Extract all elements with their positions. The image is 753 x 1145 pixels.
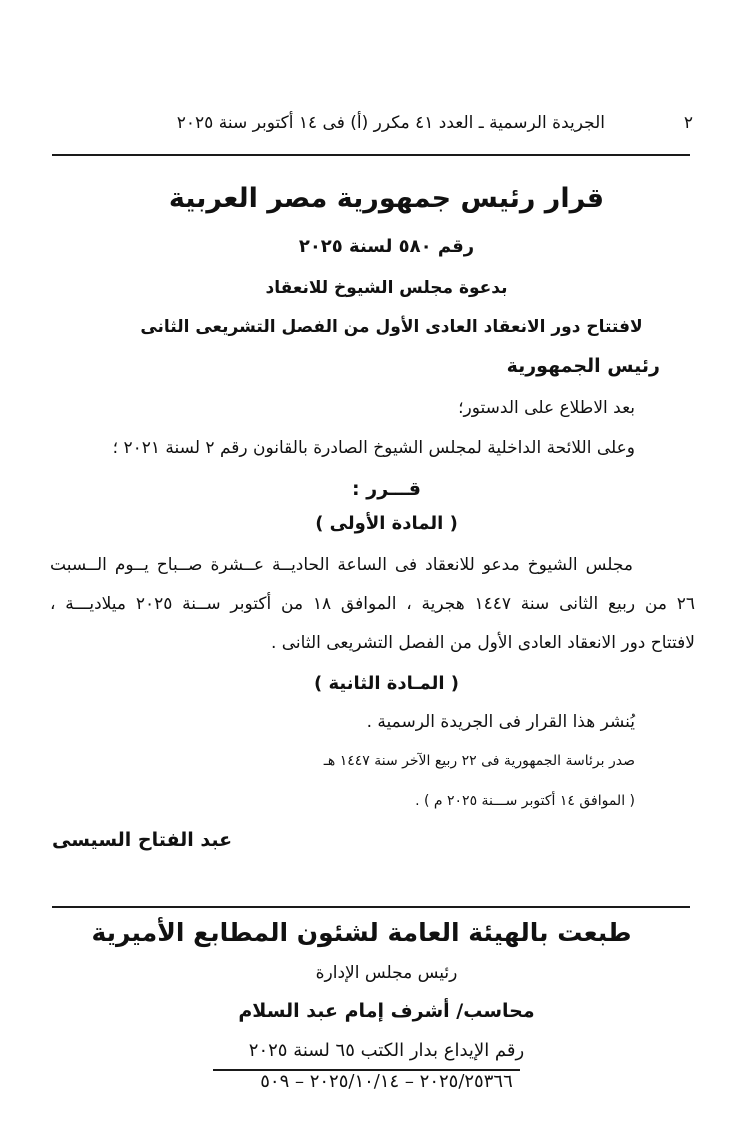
article-1-line: لافتتاح دور الانعقاد العادى الأول من الفصل التشريعى الثانى .: [270, 633, 695, 653]
deposit-number: رقم الإيداع بدار الكتب ٦٥ لسنة ٢٠٢٥: [248, 1040, 525, 1061]
article-1-heading: ( المادة الأولى ): [315, 513, 458, 534]
article-2-heading: ( المـادة الثانية ): [313, 673, 460, 694]
decree-subject-2: لافتتاح دور الانعقاد العادى الأول من الفصل التشريعى الثانى: [140, 317, 643, 337]
article-1-line: مجلس الشيوخ مدعو للانعقاد فى الساعة الحاديــة عــشرة صــباح يــوم الــسبت: [50, 555, 633, 575]
print-code: ٢٠٢٥/٢٥٣٦٦ – ٢٠٢٥/١٠/١٤ – ٥٠٩: [260, 1071, 513, 1092]
board-chair-label: رئيس مجلس الإدارة: [315, 963, 458, 983]
issuer-heading: رئيس الجمهورية: [506, 355, 660, 377]
printer-name: طبعت بالهيئة العامة لشئون المطابع الأميرية: [91, 918, 632, 947]
article-1-line: ٢٦ من ربيع الثانى سنة ١٤٤٧ هجرية ، الموافق ١٨ من أكتوبر ســنة ٢٠٢٥ ميلاديـــة ،: [50, 594, 696, 614]
signature: عبد الفتاح السيسى: [52, 829, 233, 851]
running-header: الجريدة الرسمية ـ العدد ٤١ مكرر (أ) فى ١٤ أكتوبر سنة ٢٠٢٥: [176, 113, 605, 133]
preamble-line: بعد الاطلاع على الدستور؛: [458, 398, 635, 418]
preamble-line: وعلى اللائحة الداخلية لمجلس الشيوخ الصادرة بالقانون رقم ٢ لسنة ٢٠٢١ ؛: [112, 438, 635, 458]
decree-subject-1: بدعوة مجلس الشيوخ للانعقاد: [265, 278, 508, 298]
article-2-line: يُنشر هذا القرار فى الجريدة الرسمية .: [366, 712, 635, 732]
issued-line-2: ( الموافق ١٤ أكتوبر ســـنة ٢٠٢٥ م ) .: [415, 793, 635, 809]
footer-divider: [52, 906, 690, 908]
issued-line-1: صدر برئاسة الجمهورية فى ٢٢ ربيع الآخر سنة ١٤٤٧ هـ: [323, 753, 635, 769]
page-number: ٢: [683, 113, 693, 133]
decree-title: قرار رئيس جمهورية مصر العربية: [168, 183, 605, 214]
decided-label: قـــرر :: [352, 478, 421, 500]
decree-number: رقم ٥٨٠ لسنة ٢٠٢٥: [298, 236, 475, 257]
board-chair-name: محاسب/ أشرف إمام عبد السلام: [238, 1000, 535, 1022]
header-divider: [52, 154, 690, 156]
